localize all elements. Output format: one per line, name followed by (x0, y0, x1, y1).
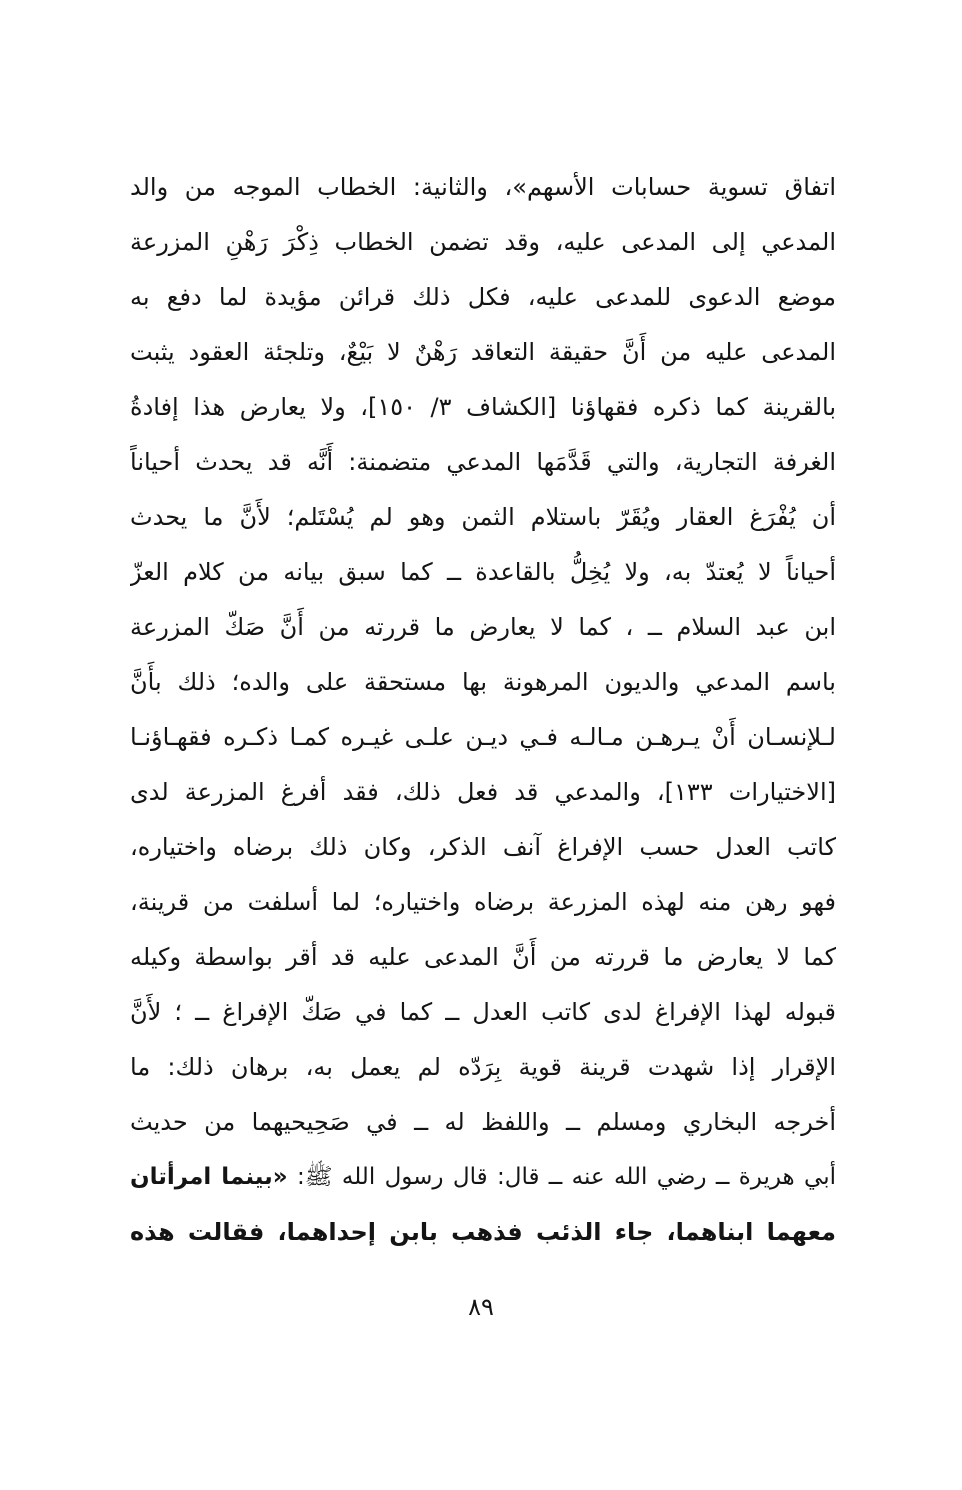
text-line: أن يُفْرَغ العقار ويُقَرّ باستلام الثمن وهو لم يُسْتَلم؛ لأَنَّ ما يحدث (130, 503, 836, 531)
text-line: المدعي إلى المدعى عليه، وقد تضمن الخطاب ذِكْرَ رَهْنِ المزرعة (130, 228, 836, 256)
text-line: بالقرينة كما ذكره فقهاؤنا [الكشاف ٣/ ١٥٠]، ولا يعارض هذا إفادةُ (130, 393, 836, 421)
hadith-quote-bold: «بينما امرأتان (130, 1164, 288, 1190)
text-line: الإقرار إذا شهدت قرينة قوية بِرَدّه لم يعمل به، برهان ذلك: ما (130, 1053, 836, 1081)
text-line: كاتب العدل حسب الإفراغ آنف الذكر، وكان ذلك برضاه واختياره، (130, 833, 836, 861)
text-line: لـلإنسـان أَنْ يـرهـن مـالـه فـي ديـن علـى غيـره كمـا ذكـره فقهـاؤنـا (130, 723, 836, 751)
text-line: الغرفة التجارية، والتي قَدَّمَها المدعي متضمنة: أَنَّه قد يحدث أحياناً (130, 448, 836, 476)
text-line: كما لا يعارض ما قررته من أَنَّ المدعى عليه قد أقر بواسطة وكيله (130, 943, 836, 971)
text-line (130, 1150, 836, 1205)
text-line: قبوله لهذا الإفراغ لدى كاتب العدل ــ كما في صَكّ الإفراغ ــ ؛ لأَنَّ (130, 998, 836, 1026)
text-line: موضع الدعوى للمدعى عليه، فكل ذلك قرائن مؤيدة لما دفع به (130, 283, 836, 311)
text-line: فهو رهن منه لهذه المزرعة برضاه واختياره؛ لما أسلفت من قرينة، (130, 888, 836, 916)
text-line: أخرجه البخاري ومسلم ــ واللفظ له ــ في صَحِيحيهما من حديث (130, 1108, 836, 1136)
page-number: ٨٩ (468, 1293, 494, 1321)
text-line: [الاختيارات ١٣٣]، والمدعي قد فعل ذلك، فقد أفرغ المزرعة لدى (130, 778, 836, 806)
text-line: أحياناً لا يُعتدّ به، ولا يُخِلُّ بالقاعدة ــ كما سبق بيانه من كلام العزّ (130, 558, 836, 586)
text-line: باسم المدعي والديون المرهونة بها مستحقة على والده؛ ذلك بأَنَّ (130, 668, 836, 696)
text-line: ابن عبد السلام ــ ، كما لا يعارض ما قررته من أَنَّ صَكّ المزرعة (130, 613, 836, 641)
text-line: اتفاق تسوية حسابات الأسهم»، والثانية: الخطاب الموجه من والد (130, 173, 836, 201)
body-text (130, 160, 836, 1260)
text-segment: أبي هريرة ــ رضي الله عنه ــ قال: قال رسول الله ﷺ: (287, 1164, 836, 1190)
text-line: المدعى عليه من أَنَّ حقيقة التعاقد رَهْنٌ لا بَيْعٌ، وتلجئة العقود يثبت (130, 338, 836, 366)
hadith-quote-line: معهما ابناهما، جاء الذئب فذهب بابن إحداهما، فقالت هذه (130, 1218, 836, 1246)
